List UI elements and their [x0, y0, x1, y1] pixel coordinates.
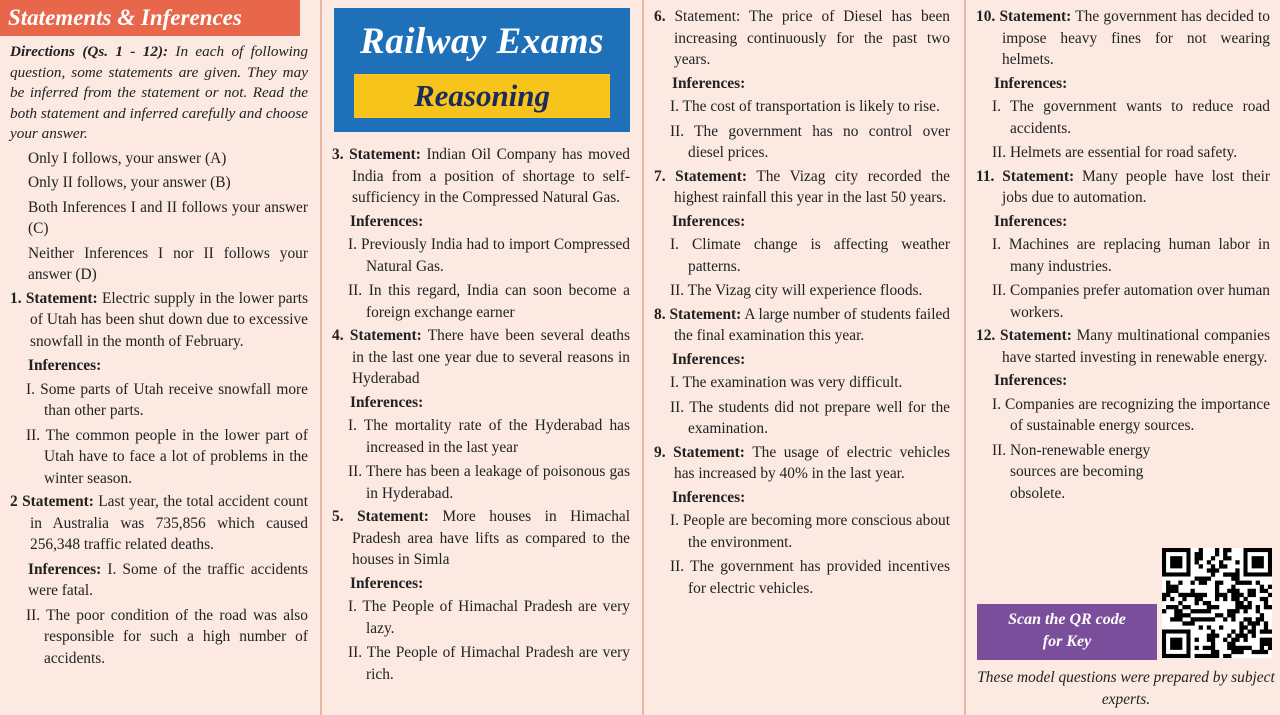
footer-note: These model questions were prepared by subject experts.: [977, 669, 1275, 708]
q6-inference-2: II. The government has no control over diesel prices.: [670, 122, 950, 161]
q2-text: Last year, the total accident count in Australia was 735,856 which caused 256,348 traffic related deaths.: [30, 493, 308, 553]
q2-inference-1: I. Some of the traffic accidents were fatal.: [28, 560, 308, 599]
option-c: Both Inferences I and II follows your answer (C): [28, 198, 308, 237]
statement-label: Statement:: [675, 167, 747, 185]
subject-label: Reasoning: [354, 74, 610, 118]
q4-inference-2: II. There has been a leakage of poisonous gas in Hyderabad.: [348, 463, 630, 502]
q7-inference-1: I. Climate change is affecting weather patterns.: [670, 236, 950, 275]
q11-inference-2: II. Companies prefer automation over human workers.: [992, 282, 1270, 321]
qr-code-icon: [1162, 548, 1272, 658]
exam-banner: [334, 8, 630, 132]
q12-inferences-label: Inferences:: [994, 372, 1068, 389]
q5-num: 5.: [332, 508, 344, 525]
exam-title: Railway Exams: [360, 21, 604, 62]
q10-text: The government has decided to impose heavy fines for not wearing helmets.: [1002, 8, 1270, 68]
q5-text: More houses in Himachal Pradesh area have lifts as compared to the houses in Simla: [352, 508, 631, 568]
q3-inferences-label: Inferences:: [350, 212, 424, 230]
q1-inferences-label: Inferences:: [28, 357, 102, 374]
q2-inferences: [10, 559, 308, 602]
statement-label: Statement:: [357, 508, 429, 525]
q7-num: 7.: [654, 167, 666, 185]
column-2: [320, 0, 642, 715]
q9-inference-2: II. The government has provided incentives for electric vehicles.: [670, 558, 950, 597]
q12-num: 12.: [976, 327, 996, 344]
q1-num: 1.: [10, 289, 22, 307]
q2-num: 2: [10, 493, 18, 510]
q11-inferences-label: Inferences:: [994, 212, 1068, 230]
q9-text: The usage of electric vehicles has increased by 40% in the last year.: [674, 443, 950, 482]
q5-statement: [332, 506, 630, 571]
q1-text: Electric supply in the lower parts of Utah has been shut down due to excessive snowfall in the month of February.: [30, 289, 308, 350]
statement-label: Statement:: [1002, 167, 1075, 185]
q11-num: 11.: [976, 167, 995, 185]
q3-inference-1: I. Previously India had to import Compressed Natural Gas.: [348, 236, 630, 275]
q2-inference-2: II. The poor condition of the road was also responsible for such a high number of accidents.: [26, 606, 308, 667]
q5-inference-1: I. The People of Himachal Pradesh are very lazy.: [348, 598, 630, 637]
q8-inference-2: II. The students did not prepare well for the examination.: [670, 398, 950, 437]
q8-inference-1: I. The examination was very difficult.: [670, 374, 903, 391]
q11-inference-1: I. Machines are replacing human labor in many industries.: [992, 236, 1270, 275]
q3-text: Indian Oil Company has moved India from a position of shortage to self-sufficiency in the Compressed Natural Gas.: [352, 146, 630, 206]
q6-num: 6.: [654, 8, 666, 25]
q11-text: Many people have lost their jobs due to automation.: [1002, 167, 1270, 206]
q4-text: There have been several deaths in the last one year due to several reasons in Hyderabad: [352, 327, 630, 387]
qr-code[interactable]: [1162, 548, 1272, 658]
q3-inference-2: II. In this regard, India can soon become a foreign exchange earner: [348, 282, 630, 321]
statement-label: Statement:: [669, 305, 742, 323]
q10-inference-1: I. The government wants to reduce road accidents.: [992, 98, 1270, 137]
q5-inference-2: II. The People of Himachal Pradesh are very rich.: [348, 644, 630, 683]
q10-num: 10.: [976, 8, 996, 25]
q2-inferences-label: Inferences:: [28, 560, 102, 578]
statement-label: Statement:: [1000, 327, 1072, 344]
q6-inferences-label: Inferences:: [672, 74, 746, 92]
qr-caption-line2: for Key: [1042, 633, 1092, 650]
statement-label: Statement:: [349, 327, 422, 344]
q3-num: 3.: [332, 146, 344, 163]
q7-text: The Vizag city recorded the highest rainfall this year in the last 50 years.: [674, 167, 950, 206]
option-d: Neither Inferences I nor II follows your answer (D): [28, 244, 308, 283]
q4-inference-1: I. The mortality rate of the Hyderabad has increased in the last year: [348, 417, 630, 456]
q7-inference-2: II. The Vizag city will experience floods.: [670, 282, 923, 299]
option-a: Only I follows, your answer (A): [28, 149, 227, 167]
q8-inferences-label: Inferences:: [672, 350, 746, 368]
q6-statement: [654, 6, 950, 71]
q12-inference-1: I. Companies are recognizing the importance of sustainable energy sources.: [992, 395, 1270, 434]
q9-inferences-label: Inferences:: [672, 488, 746, 506]
directions-text: In each of following question, some statements are given. They may be inferred from the statement or not. Read the both statement and inferred carefully and choose your answer.: [10, 43, 308, 142]
statement-label: Statement:: [25, 289, 98, 307]
statement-label: Statement:: [999, 8, 1072, 25]
qr-caption-line1: Scan the QR code: [1008, 611, 1126, 628]
statement-label: Statement:: [22, 493, 94, 510]
statement-label: Statement:: [673, 443, 745, 461]
directions-label: Directions (Qs. 1 - 12):: [10, 43, 169, 60]
q1-statement: [10, 288, 308, 353]
column-3: [642, 0, 964, 715]
q11-statement: [976, 166, 1270, 209]
directions: [10, 42, 308, 145]
q12-statement: [976, 325, 1270, 368]
q7-inferences-label: Inferences:: [672, 212, 746, 230]
q8-statement: [654, 304, 950, 347]
option-b: Only II follows, your answer (B): [28, 174, 231, 191]
q5-inferences-label: Inferences:: [350, 574, 424, 592]
q7-statement: [654, 166, 950, 209]
q9-num: 9.: [654, 443, 666, 461]
q6-text: The price of Diesel has been increasing continuously for the past two years.: [674, 8, 950, 68]
q1-inference-2: II. The common people in the lower part of Utah have to face a lot of problems in the winter season.: [26, 426, 308, 487]
q6-inference-1: I. The cost of transportation is likely to rise.: [670, 98, 940, 115]
q4-num: 4.: [332, 327, 344, 344]
q10-inferences-label: Inferences:: [994, 74, 1068, 92]
statement-label: Statement:: [349, 146, 421, 163]
q4-statement: [332, 325, 630, 390]
q4-inferences-label: Inferences:: [350, 393, 424, 411]
q8-text: A large number of students failed the final examination this year.: [674, 305, 950, 344]
q1-inference-1: I. Some parts of Utah receive snowfall more than other parts.: [26, 380, 308, 419]
column-1: [0, 0, 320, 715]
section-title: Statements & Inferences: [0, 0, 300, 36]
qr-caption: [977, 604, 1157, 660]
q12-inference-2: II. Non-renewable energy sources are becoming obsolete.: [992, 441, 1151, 502]
q2-statement: [10, 491, 308, 556]
q3-statement: [332, 144, 630, 209]
q10-inference-2: II. Helmets are essential for road safety.: [992, 144, 1238, 161]
q9-inference-1: I. People are becoming more conscious about the environment.: [670, 512, 950, 551]
statement-label: Statement:: [674, 8, 741, 25]
q10-statement: [976, 6, 1270, 71]
q9-statement: [654, 442, 950, 485]
q8-num: 8.: [654, 305, 666, 323]
q12-text: Many multinational companies have started investing in renewable energy.: [1002, 327, 1270, 366]
